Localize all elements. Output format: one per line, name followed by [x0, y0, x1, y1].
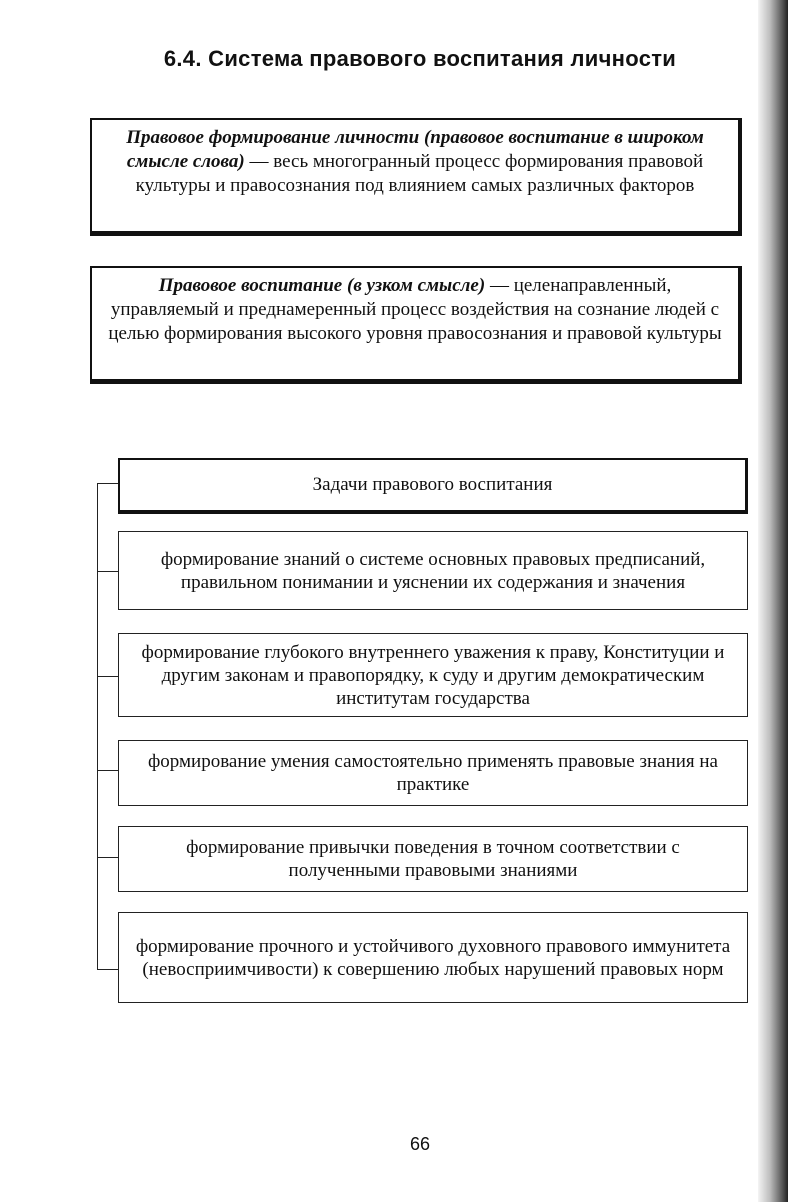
task-box — [118, 826, 748, 892]
definition-text: — целенаправленный, управляемый и преднамеренный процесс воздействия на сознание людей с целью формирования высокого уровня правосознания и правовой культуры — [108, 275, 722, 344]
task-box — [118, 912, 748, 1003]
branch-connector — [97, 571, 119, 572]
branch-connector — [97, 483, 119, 484]
branch-connector — [97, 969, 119, 970]
tasks-title: Задачи правового воспитания — [312, 474, 553, 495]
definition-box-narrow — [90, 266, 742, 384]
task-box — [118, 633, 748, 717]
page-number: 66 — [409, 1134, 431, 1154]
definition-text: — весь многогранный процесс формирования правовой культуры и правосознания под влиянием самых различных факторов — [135, 151, 704, 196]
task-text: формирование прочного и устойчивого духовного правового иммунитета (невосприимчивости) к совершению любых нарушений правовых норм — [135, 935, 731, 980]
tree-connector — [97, 483, 98, 970]
page-edge — [758, 0, 788, 1202]
branch-connector — [97, 770, 119, 771]
task-text: формирование глубокого внутреннего уважения к праву, Конституции и другим законам и правопорядку, к суду и другим демократическим институтам государства — [141, 641, 725, 709]
definition-term: Правовое воспитание (в узком смысле) — [158, 275, 486, 296]
task-text: формирование привычки поведения в точном соответствии с полученными правовыми знаниями — [186, 837, 680, 881]
tasks-title-box — [118, 458, 748, 514]
task-box — [118, 740, 748, 806]
definition-box-broad — [90, 118, 742, 236]
branch-connector — [97, 676, 119, 677]
definition-term: Правовое формирование личности (правовое воспитание в широком смысле слова) — [126, 127, 704, 172]
task-box — [118, 531, 748, 610]
task-text: формирование умения самостоятельно применять правовые знания на практике — [148, 751, 718, 795]
branch-connector — [97, 857, 119, 858]
page-title: 6.4. Система правового воспитания личности — [163, 46, 677, 71]
task-text: формирование знаний о системе основных правовых предписаний, правильном понимании и уяснении их содержания и значения — [160, 548, 706, 593]
